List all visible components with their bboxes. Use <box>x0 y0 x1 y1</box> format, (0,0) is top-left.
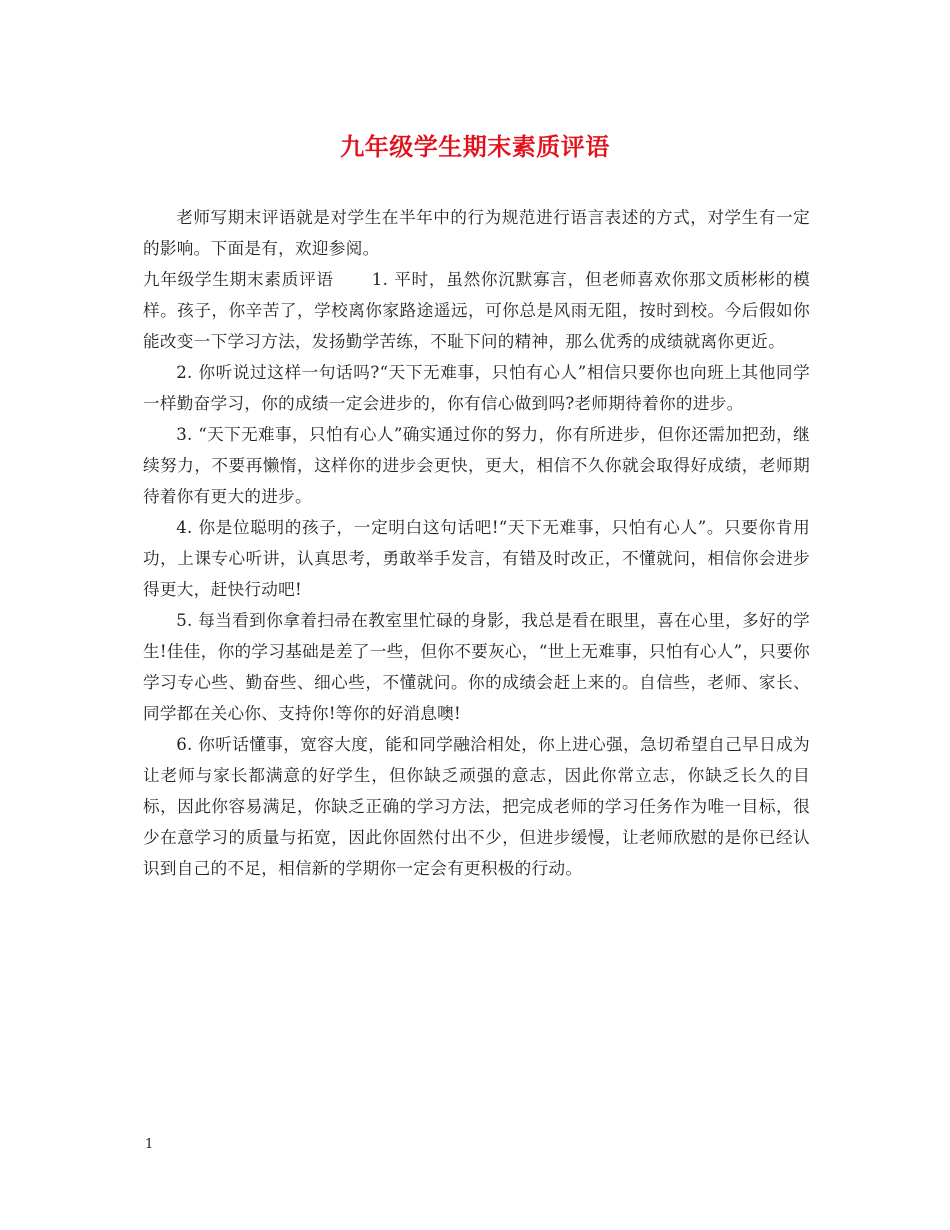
document-body <box>143 202 810 884</box>
comment-paragraph-3: 3. “天下无难事，只怕有心人”确实通过你的努力，你有所进步，但你还需加把劲，继续努力，不要再懒惰，这样你的进步会更快，更大，相信不久你就会取得好成绩，老师期待着你有更大的进步。 <box>143 425 810 506</box>
comment-paragraph-5: 5. 每当看到你拿着扫帚在教室里忙碌的身影，我总是看在眼里，喜在心里，多好的学生!佳佳，你的学习基础是差了一些，但你不要灰心，“世上无难事，只怕有心人”，只要你学习专心些、勤奋些、细心些，不懂就问。你的成绩会赶上来的。自信些，老师、家长、同学都在关心你、支持你!等你的好消息噢! <box>143 611 810 723</box>
section-heading: 九年级学生期末素质评语 <box>143 270 334 289</box>
intro-paragraph: 老师写期末评语就是对学生在半年中的行为规范进行语言表述的方式，对学生有一定的影响。下面是有，欢迎参阅。 <box>143 208 810 258</box>
page-number: 1 <box>145 1137 154 1152</box>
comment-paragraph-6: 6. 你听话懂事，宽容大度，能和同学融洽相处，你上进心强，急切希望自己早日成为让老师与家长都满意的好学生，但你缺乏顽强的意志，因此你常立志，你缺乏长久的目标，因此你容易满足，你缺乏正确的学习方法，把完成老师的学习任务作为唯一目标，很少在意学习的质量与拓宽，因此你固然付出不少，但进步缓慢，让老师欣慰的是你已经认识到自己的不足，相信新的学期你一定会有更积极的行动。 <box>143 735 810 878</box>
comment-paragraph-2: 2. 你听说过这样一句话吗?“天下无难事，只怕有心人”相信只要你也向班上其他同学一样勤奋学习，你的成绩一定会进步的，你有信心做到吗?老师期待着你的进步。 <box>143 363 810 413</box>
comment-paragraph-1 <box>143 264 810 357</box>
comment-paragraph-4: 4. 你是位聪明的孩子，一定明白这句话吧!“天下无难事，只怕有心人”。只要你肯用功，上课专心听讲，认真思考，勇敢举手发言，有错及时改正，不懂就问，相信你会进步得更大，赶快行动吧! <box>143 518 810 599</box>
document-title: 九年级学生期末素质评语 <box>340 132 610 161</box>
comment-1-text: 1. 平时，虽然你沉默寡言，但老师喜欢你那文质彬彬的模样。孩子，你辛苦了，学校离你家路途遥远，可你总是风雨无阻，按时到校。今后假如你能改变一下学习方法，发扬勤学苦练，不耻下问的精神，那么优秀的成绩就离你更近。 <box>143 270 810 351</box>
